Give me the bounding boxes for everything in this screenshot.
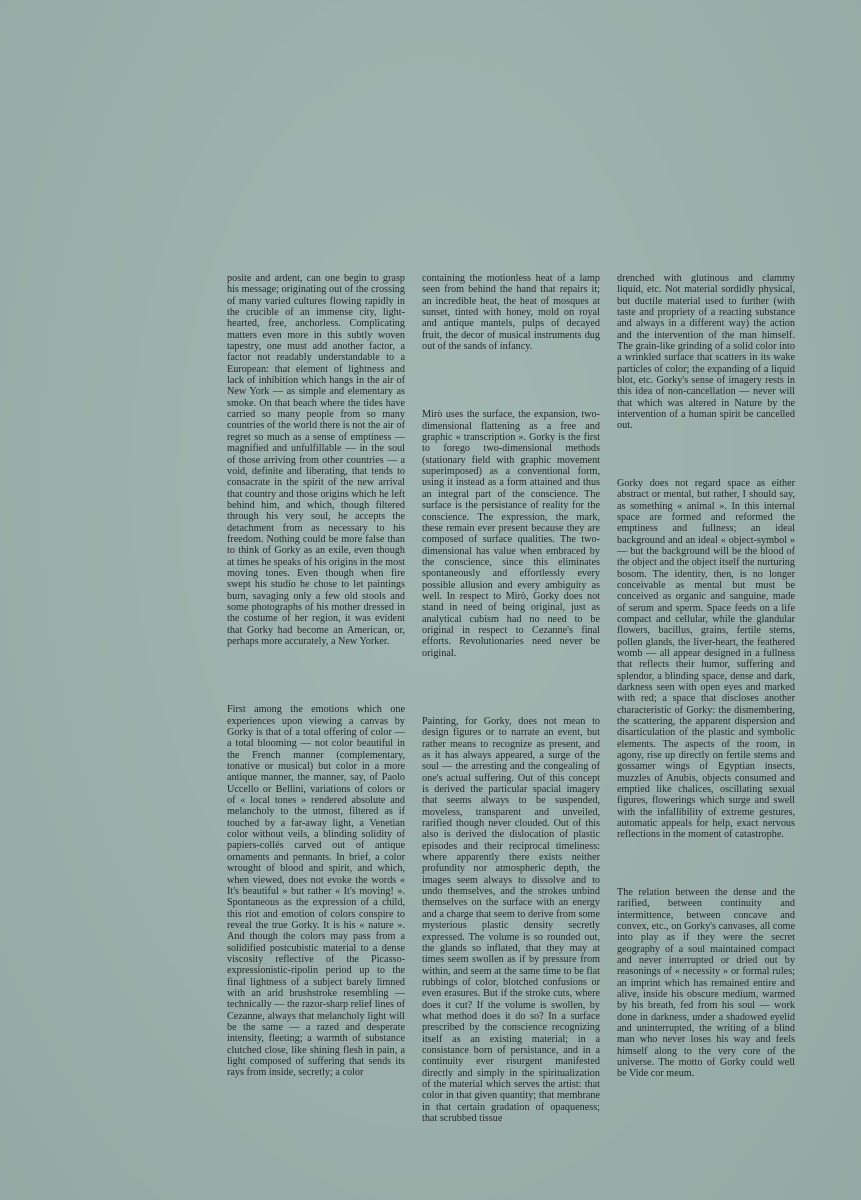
text-column-2 <box>422 273 600 1124</box>
paragraph: Gorky does not regard space as either abstract or mental, but rather, I should say, as something « animal ». In this internal space are formed and reformed the emptiness and fullness; an ideal background and an ideal « object-symbol » — but the background will be the blood of the object and the object itself the nurturing bosom. The identity, then, is no longer conceivable as mental but must be conceived as organic and sanguine, made of serum and sperm. Space feeds on a life compact and cellular, while the glandular flowers, bacillus, grains, fertile stems, pollen glands, the liver-heart, the feathered womb — all appear designed in a fullness that reflects their humor, suffering and splendor, a blinding space, dense and dark, darkness seen with open eyes and marked with red; a space that discloses another characteristic of Gorky: the dismembering, the scattering, the apparent dispersion and disarticulation of the plastic and symbolic elements. The aspects of the room, in agony, rise up directly on fertile stems and gossamer wings of Egyptian insects, muzzles of Anubis, objects consumed and emptied like chalices, oscillating sexual figures, flowerings which surge and swell with the infallibility of extreme gestures, automatic appeals for help, exact nervous reflections in the moment of catastrophe. <box>617 477 795 841</box>
paragraph: The relation between the dense and the rarified, between continuity and intermittence, between concave and convex, etc., on Gorky's canvases, all come into play as if they were the secret geography of a soul maintained compact and never interrupted or dried out by reasonings of « necessity » or formal rules; an imprint which has remained entire and alive, inside his obscure medium, warmed by his breath, fed from his soul — work done in darkness, under a shadowed eyelid and uninterrupted, the writing of a blind man who never loses his way and feels himself along to the very core of the universe. The motto of Gorky could well be Vide cor meum. <box>617 886 795 1080</box>
paragraph: posite and ardent, can one begin to grasp his message; originating out of the crossing of many varied cultures flowing rapidly in the crucible of an immense city, light-hearted, free, anchorless. Complicating matters even more in this subtly woven tapestry, one must add another factor, a factor not readably understandable to a European: that element of lightness and lack of inhibition which hangs in the air of New York — as simple and elementary as smoke. On that beach where the tides have carried so many people from so many countries of the world there is not the air of regret so much as a sense of emptiness — magnified and unfulfillable — in the soul of those arriving from other countries — a void, definite and liberating, that tends to consacrate in the spirit of the new arrival that country and those origins which he left behind him, and which, though filtered through his very soul, he accepts the detachment from as necessary to his freedom. Nothing could be more false than to think of Gorky as an exile, even though at times he speaks of his origins in the most moving tones. Even though when fire swept his studio he chose to let paintings burn, savaging only a few old stools and some photographs of his mother dressed in the costume of her region, it was evident that Gorky had become an American, or, perhaps more accurately, a New Yorker. <box>227 273 405 647</box>
paragraph: containing the motionless heat of a lamp seen from behind the hand that repairs it; an incredible heat, the heat of mosques at sunset, tinted with honey, mold on royal and antique mantels, pulps of decayed fruit, the decor of musical instruments dug out of the sands of infancy. <box>422 273 600 353</box>
paragraph: drenched with glutinous and clammy liquid, etc. Not material sordidly physical, but ductile material used to further (with taste and propriety of a reacting substance and always in a different way) the action and the intervention of the man himself. The grain-like grinding of a solid color into a wrinkled surface that scatters in its wake particles of color; the expanding of a liquid blot, etc. Gorky's sense of imagery rests in this idea of non-cancellation — never will that which was altered in Nature by the intervention of a human spirit be cancelled out. <box>617 273 795 432</box>
paragraph: Painting, for Gorky, does not mean to design figures or to narrate an event, but rather means to recognize as present, and as it has always appeared, a surge of the soul — the arresting and the congealing of one's actual suffering. Out of this concept is derived the particular spacial imagery that seems always to be suspended, moveless, transparent and unveiled, rarified though never clouded. Out of this also is derived the dislocation of plastic episodes and their reciprocal timeliness: where apparently there exists neither profundity nor atmospheric depth, the images seem always to dissolve and to undo themselves, and the strokes unbind themselves on the surface with an energy and a charge that seem to derive from some mysterious plastic density secretly expressed. The volume is so rounded out, the glands so inflated, that they may at times seem swollen as if by pressure from within, and seem at the same time to be flat rubbings of color, blotched confusions or even erasures. But if the stroke cuts, where does it cut? If the volume is swollen, by what method does it do so? In a surface prescribed by the conscience recognizing itself as an existing material; in a consistance born of persistance, and in a continuity ever risurgent manifested directly and simply in the spiritualization of the material which serves the artist: that color in that given quantity; that membrane in that certain gradation of opaqueness; that scrubbed tissue <box>422 715 600 1124</box>
text-column-1 <box>227 273 405 1079</box>
paragraph: Mirò uses the surface, the expansion, two-dimensional flattening as a free and graphic « transcription ». Gorky is the first to forego two-dimensional methods (stationary field with graphic movement superimposed) as a conventional form, using it instead as a form attained and thus an integral part of the conscience. The surface is the persistance of reality for the conscience. The expression, the mark, these remain ever present because they are composed of surface qualities. The two-dimensional has value when embraced by the conscience, since this eliminates spontaneously and effortlessly every possible allusion and every ambiguity as well. In respect to Mirò, Gorky does not stand in need of being original, just as analytical cubism had no need to be original in respect to Cezanne's final efforts. Revolutionaries need never be original. <box>422 409 600 659</box>
paragraph: First among the emotions which one experiences upon viewing a canvas by Gorky is that of a total offering of color — a total blooming — not color beautiful in the French manner (complementary, tonative or musical) but color in a more antique manner, the manner, say, of Paolo Uccello or Bellini, variations of colors or of « local tones » rendered absolute and melancholy to the utmost, filtered as if touched by a far-away light, a Venetian color without veils, a blinding solidity of papiers-collés carved out of antique ornaments and pennants. In brief, a color wrought of blood and spirit, and which, when viewed, does not evoke the words « It's beautiful » but rather « It's moving! ». Spontaneous as the expression of a child, this riot and emotion of colors conspire to reveal the true Gorky. It is his « nature ». And though the colors may pass from a solidified postcubistic material to a dense viscosity reflective of the Picasso-expressionistic-ripolin period up to the final lightness of a subject barely limned with an arid brushstroke resembling — technically — the razor-sharp relief lines of Cezanne, always that melancholy light will be the same — a razed and desperate intensity, fleeting; a warmth of substance clutched close, like shining flesh in pain, a light composed of suffering that sends its rays from inside, secretly; a color <box>227 704 405 1079</box>
text-column-3 <box>617 273 795 1080</box>
